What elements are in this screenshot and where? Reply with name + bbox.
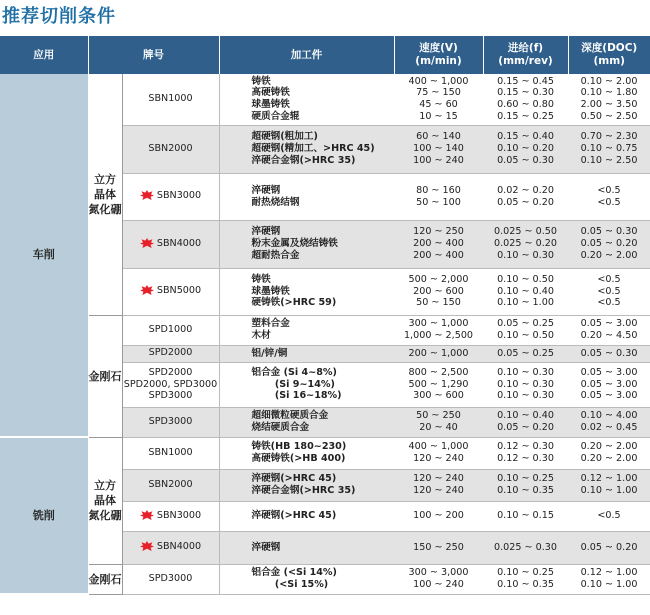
depth-cell: <0.5 <0.5 <box>568 173 650 220</box>
grade-name: SBN3000 <box>156 190 202 202</box>
header-workpiece: 加工件 <box>219 36 394 74</box>
feed-cell: 0.05 ~ 0.25 <box>483 345 568 362</box>
speed-cell: 400 ~ 1,000 120 ~ 240 <box>394 437 483 469</box>
feed-cell: 0.10 ~ 0.30 0.10 ~ 0.30 0.10 ~ 0.30 <box>483 362 568 407</box>
speed-cell: 300 ~ 3,000 100 ~ 240 <box>394 564 483 594</box>
speed-cell: 400 ~ 1,000 75 ~ 150 45 ~ 60 10 ~ 15 <box>394 74 483 125</box>
grade-cell <box>122 268 219 315</box>
depth-cell: 0.05 ~ 3.00 0.05 ~ 3.00 0.05 ~ 3.00 <box>568 362 650 407</box>
header-depth: 深度(DOC) (mm) <box>568 36 650 74</box>
grade-cell <box>122 564 219 594</box>
feed-cell: 0.15 ~ 0.45 0.15 ~ 0.30 0.60 ~ 0.80 0.15 ~ 0.25 <box>483 74 568 125</box>
speed-cell: 120 ~ 240 120 ~ 240 <box>394 469 483 501</box>
workpiece-cell: 铝合金 (Si 4~8%) (Si 9~14%) (Si 16~18%) <box>219 362 394 407</box>
speed-cell: 80 ~ 160 50 ~ 100 <box>394 173 483 220</box>
depth-cell: 0.05 ~ 3.00 0.20 ~ 4.50 <box>568 315 650 345</box>
material-cbn-label: 立方 晶体 氮化硼 <box>88 437 122 564</box>
depth-cell: 0.20 ~ 2.00 0.20 ~ 2.00 <box>568 437 650 469</box>
depth-cell: 0.05 ~ 0.30 <box>568 345 650 362</box>
application-label: 铣削 <box>0 437 88 594</box>
new-product-badge-icon <box>140 190 154 200</box>
speed-cell: 100 ~ 200 <box>394 501 483 531</box>
grade-cell <box>122 437 219 469</box>
depth-cell: 0.05 ~ 0.20 <box>568 531 650 564</box>
new-product-badge-icon <box>140 510 154 520</box>
table-row <box>0 437 650 469</box>
workpiece-cell: 超硬钢(粗加工) 超硬钢(精加工、>HRC 45) 淬硬合金钢(>HRC 35) <box>219 125 394 173</box>
new-product-badge-icon <box>140 285 154 295</box>
grade-cell <box>122 501 219 531</box>
grade-cell <box>122 125 219 173</box>
grade-cell <box>122 362 219 407</box>
grade-name: SBN4000 <box>156 541 202 553</box>
workpiece-cell: 铝合金 (<Si 14%) (<Si 15%) <box>219 564 394 594</box>
feed-cell: 0.05 ~ 0.25 0.10 ~ 0.50 <box>483 315 568 345</box>
table-row <box>0 564 650 594</box>
depth-cell: 0.10 ~ 2.00 0.10 ~ 1.80 2.00 ~ 3.50 0.50 ~ 2.50 <box>568 74 650 125</box>
feed-cell: 0.10 ~ 0.40 0.05 ~ 0.20 <box>483 407 568 437</box>
new-product-badge-icon <box>140 238 154 248</box>
grade-cell <box>122 531 219 564</box>
workpiece-cell: 铸铁(HB 180~230) 高硬铸铁(>HB 400) <box>219 437 394 469</box>
feed-cell: 0.15 ~ 0.40 0.10 ~ 0.20 0.05 ~ 0.30 <box>483 125 568 173</box>
workpiece-cell: 铸铁 高硬铸铁 球墨铸铁 硬质合金辊 <box>219 74 394 125</box>
grade-name: SBN1000 <box>148 92 193 104</box>
feed-cell: 0.025 ~ 0.50 0.025 ~ 0.20 0.10 ~ 0.30 <box>483 220 568 268</box>
depth-cell: <0.5 <0.5 <0.5 <box>568 268 650 315</box>
workpiece-cell: 淬硬钢 粉末金属及烧结铸铁 超耐热合金 <box>219 220 394 268</box>
workpiece-cell: 淬硬钢 <box>219 531 394 564</box>
speed-cell: 800 ~ 2,500 500 ~ 1,290 300 ~ 600 <box>394 362 483 407</box>
workpiece-cell: 淬硬钢(>HRC 45) <box>219 501 394 531</box>
workpiece-cell: 铝/锌/铜 <box>219 345 394 362</box>
application-label: 车削 <box>0 74 88 437</box>
depth-cell: <0.5 <box>568 501 650 531</box>
material-diamond-label: 金刚石 <box>88 564 122 594</box>
speed-cell: 60 ~ 140 100 ~ 140 100 ~ 240 <box>394 125 483 173</box>
grade-cell <box>122 173 219 220</box>
grade-name: SBN1000 <box>148 446 193 458</box>
grade-name: SBN4000 <box>156 237 202 249</box>
feed-cell: 0.025 ~ 0.30 <box>483 531 568 564</box>
feed-cell: 0.10 ~ 0.25 0.10 ~ 0.35 <box>483 469 568 501</box>
page-title: 推荐切削条件 <box>2 6 116 27</box>
feed-cell: 0.02 ~ 0.20 0.05 ~ 0.20 <box>483 173 568 220</box>
speed-cell: 150 ~ 250 <box>394 531 483 564</box>
depth-cell: 0.12 ~ 1.00 0.10 ~ 1.00 <box>568 469 650 501</box>
speed-cell: 50 ~ 250 20 ~ 40 <box>394 407 483 437</box>
depth-cell: 0.70 ~ 2.30 0.10 ~ 0.75 0.10 ~ 2.50 <box>568 125 650 173</box>
workpiece-cell: 塑料合金 木材 <box>219 315 394 345</box>
header-feed: 进给(f) (mm/rev) <box>483 36 568 74</box>
grade-name: SPD1000 <box>148 323 193 335</box>
grade-cell <box>122 74 219 125</box>
table-header-row <box>0 36 650 74</box>
material-cbn-label: 立方 晶体 氮化硼 <box>88 74 122 315</box>
grade-cell <box>122 469 219 501</box>
grade-cell <box>122 315 219 345</box>
grade-cell <box>122 220 219 268</box>
speed-cell: 300 ~ 1,000 1,000 ~ 2,500 <box>394 315 483 345</box>
grade-name: SPD2000 <box>148 347 193 359</box>
feed-cell: 0.10 ~ 0.50 0.10 ~ 0.40 0.10 ~ 1.00 <box>483 268 568 315</box>
grade-cell <box>122 345 219 362</box>
feed-cell: 0.12 ~ 0.30 0.12 ~ 0.30 <box>483 437 568 469</box>
cutting-conditions-table <box>0 36 650 595</box>
feed-cell: 0.10 ~ 0.25 0.10 ~ 0.35 <box>483 564 568 594</box>
header-speed: 速度(V) (m/min) <box>394 36 483 74</box>
speed-cell: 200 ~ 1,000 <box>394 345 483 362</box>
new-product-badge-icon <box>140 541 154 551</box>
header-application: 应用 <box>0 36 88 74</box>
grade-name: SBN2000 <box>148 142 193 154</box>
feed-cell: 0.10 ~ 0.15 <box>483 501 568 531</box>
grade-name: SBN5000 <box>156 285 202 297</box>
workpiece-cell: 铸铁 球墨铸铁 硬铸铁(>HRC 59) <box>219 268 394 315</box>
header-grade: 牌号 <box>88 36 219 74</box>
grade-name: SBN3000 <box>156 509 202 521</box>
workpiece-cell: 淬硬钢 耐热烧结钢 <box>219 173 394 220</box>
depth-cell: 0.10 ~ 4.00 0.02 ~ 0.45 <box>568 407 650 437</box>
speed-cell: 120 ~ 250 200 ~ 400 200 ~ 400 <box>394 220 483 268</box>
grade-name: SPD3000 <box>148 572 193 584</box>
workpiece-cell: 超细微粒硬质合金 烧结硬质合金 <box>219 407 394 437</box>
grade-name: SBN2000 <box>148 478 193 490</box>
grade-name: SPD3000 <box>148 415 193 427</box>
material-diamond-label: 金刚石 <box>88 315 122 437</box>
table-body <box>0 74 650 594</box>
table-row <box>0 74 650 125</box>
depth-cell: 0.05 ~ 0.30 0.05 ~ 0.20 0.20 ~ 2.00 <box>568 220 650 268</box>
workpiece-cell: 淬硬钢(>HRC 45) 淬硬合金钢(>HRC 35) <box>219 469 394 501</box>
table-row <box>0 315 650 345</box>
speed-cell: 500 ~ 2,000 200 ~ 600 50 ~ 150 <box>394 268 483 315</box>
grade-cell <box>122 407 219 437</box>
grade-name: SPD2000 SPD2000, SPD3000 SPD3000 <box>123 366 218 402</box>
depth-cell: 0.12 ~ 1.00 0.10 ~ 1.00 <box>568 564 650 594</box>
